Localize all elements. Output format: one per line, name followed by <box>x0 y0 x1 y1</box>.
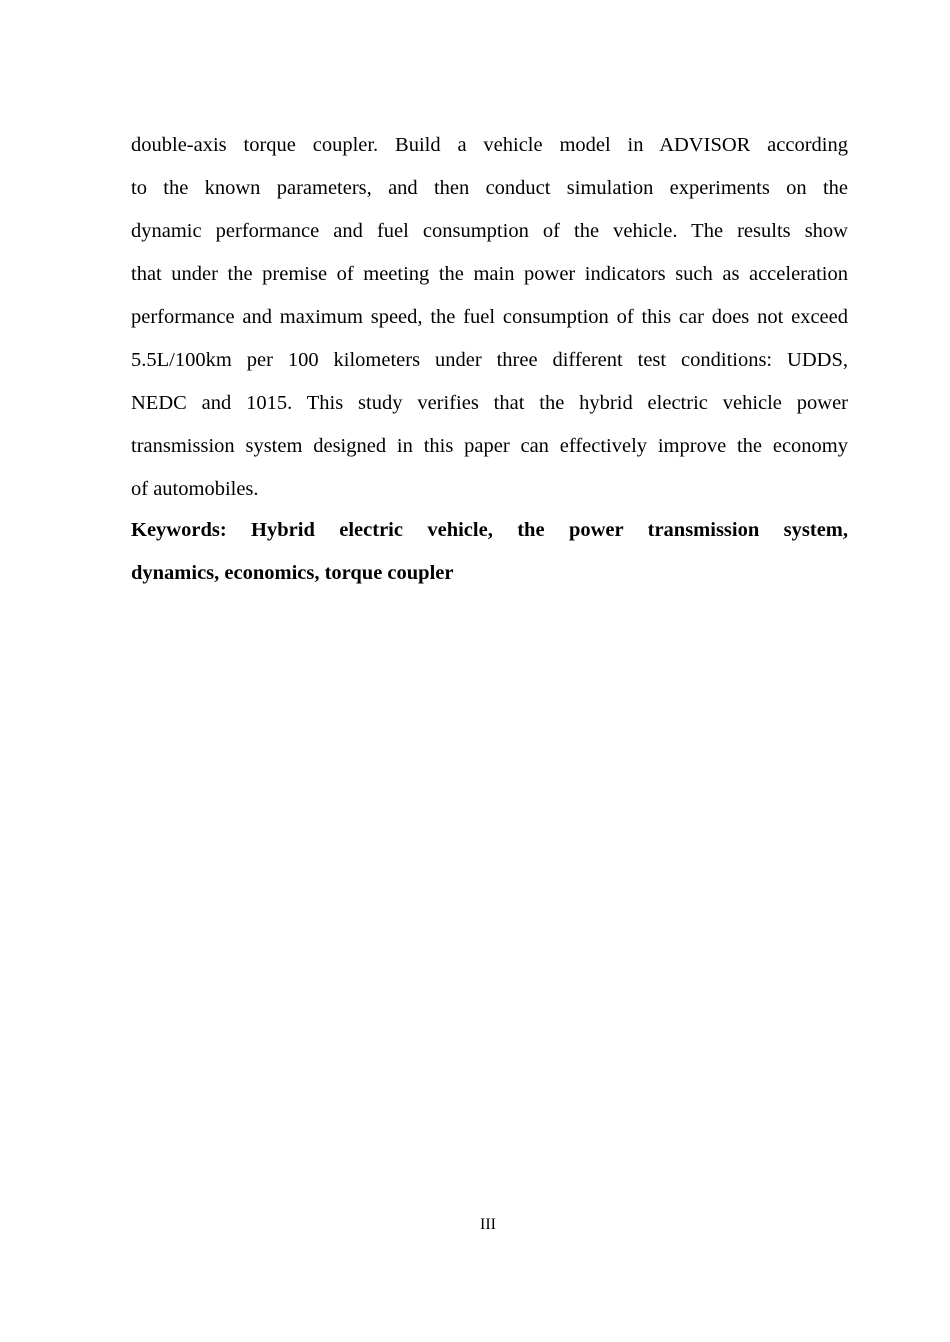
keywords-line: dynamics, economics, torque coupler <box>131 562 454 584</box>
abstract-line: that under the premise of meeting the main power indicators such as acceleration <box>131 263 848 285</box>
abstract-line: NEDC and 1015. This study verifies that the hybrid electric vehicle power <box>131 392 848 414</box>
abstract-body <box>131 124 848 595</box>
abstract-line: double-axis torque coupler. Build a vehicle model in ADVISOR according <box>131 134 848 156</box>
abstract-line: 5.5L/100km per 100 kilometers under three different test conditions: UDDS, <box>131 349 848 371</box>
keywords-section <box>131 509 848 595</box>
keywords-line: Keywords: Hybrid electric vehicle, the power transmission system, <box>131 519 848 541</box>
abstract-line: of automobiles. <box>131 478 259 500</box>
page-number: III <box>480 1216 496 1233</box>
abstract-line: dynamic performance and fuel consumption of the vehicle. The results show <box>131 220 848 242</box>
abstract-line: transmission system designed in this paper can effectively improve the economy <box>131 435 848 457</box>
abstract-line: to the known parameters, and then conduct simulation experiments on the <box>131 177 848 199</box>
abstract-line: performance and maximum speed, the fuel consumption of this car does not exceed <box>131 306 848 328</box>
